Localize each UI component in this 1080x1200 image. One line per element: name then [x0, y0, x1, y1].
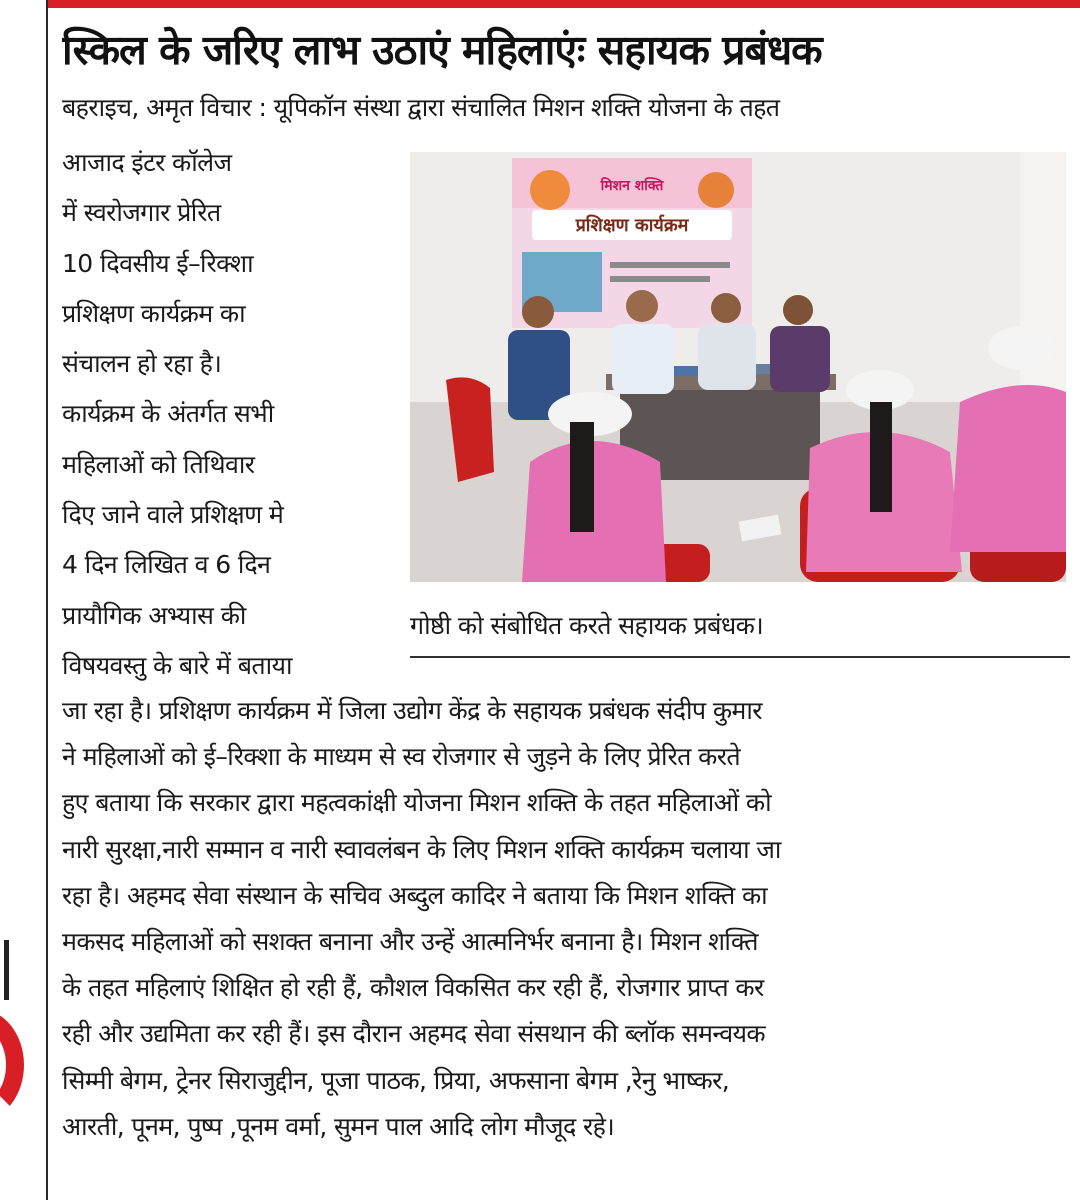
body-line: मकसद महिलाओं को सशक्त बनाना और उन्हें आत्मनिर्भर बनाना है। मिशन शक्ति — [62, 926, 758, 956]
left-column-line: महिलाओं को तिथिवार — [62, 449, 255, 479]
left-column-line: प्रशिक्षण कार्यक्रम का — [62, 298, 245, 328]
adjacent-fragment-mark — [4, 940, 9, 1000]
left-column-line: कार्यक्रम के अंतर्गत सभी — [62, 399, 274, 429]
body-line: सिम्मी बेगम, ट्रेनर सिराजुद्दीन, पूजा पाठक, प्रिया, अफसाना बेगम ,रेनु भाष्कर, — [62, 1065, 730, 1095]
left-text-column — [62, 138, 402, 691]
body-line: रही और उद्यमिता कर रही हैं। इस दौरान अहमद सेवा संसथान की ब्लॉक समन्वयक — [62, 1019, 766, 1049]
left-column-line: दिए जाने वाले प्रशिक्षण मे — [62, 500, 284, 530]
banner-logo-text: मिशन शक्ति — [600, 178, 664, 194]
left-column-line: में स्वरोजगार प्रेरित — [62, 198, 221, 228]
top-red-rule — [48, 0, 1080, 8]
left-column-line: विषयवस्तु के बारे में बताया — [62, 650, 292, 680]
left-column-line: प्रायौगिक अभ्यास की — [62, 600, 246, 630]
banner-title: प्रशिक्षण कार्यक्रम — [575, 215, 689, 236]
body-line: जा रहा है। प्रशिक्षण कार्यक्रम में जिला उद्योग केंद्र के सहायक प्रबंधक संदीप कुमार — [62, 696, 762, 725]
body-line: रहा है। अहमद सेवा संस्थान के सचिव अब्दुल कादिर ने बताया कि मिशन शक्ति का — [62, 880, 768, 910]
body-line: नारी सुरक्षा,नारी सम्मान व नारी स्वावलंबन के लिए मिशन शक्ति कार्यक्रम चलाया जा — [62, 834, 781, 864]
photo-caption: गोष्ठी को संबोधित करते सहायक प्रबंधक। — [410, 611, 764, 640]
adjacent-article-fragment — [0, 0, 40, 1200]
left-column-line: संचालन हो रहा है। — [62, 349, 222, 379]
banner-portrait-right — [698, 172, 734, 208]
body-line: के तहत महिलाएं शिक्षित हो रही हैं, कौशल विकसित कर रही हैं, रोजगार प्राप्त कर — [62, 973, 764, 1003]
article-lead-line: बहराइच, अमृत विचार : यूपिकॉन संस्था द्वारा संचालित मिशन शक्ति योजना के तहत — [62, 93, 780, 122]
banner-portrait-left — [530, 170, 570, 210]
left-column-line: आजाद इंटर कॉलेज — [62, 148, 232, 177]
left-column-line: 10 दिवसीय ई–रिक्शा — [62, 248, 253, 278]
article-headline: स्किल के जरिए लाभ उठाएं महिलाएंः सहायक प्रबंधक — [62, 26, 822, 74]
body-line: आरती, पूनम, पुष्प ,पूनम वर्मा, सुमन पाल आदि लोग मौजूद रहे। — [62, 1111, 615, 1141]
body-line: हुए बताया कि सरकार द्वारा महत्वकांक्षी योजना मिशन शक्ति के तहत महिलाओं को — [62, 788, 771, 818]
left-column-line: 4 दिन लिखित व 6 दिन — [62, 550, 271, 580]
caption-underline — [410, 656, 1070, 658]
adjacent-fragment-red-glyph — [0, 1010, 24, 1120]
article-photo — [410, 152, 1066, 582]
training-session-photo — [410, 152, 1066, 582]
body-line: ने महिलाओं को ई–रिक्शा के माध्यम से स्व रोजगार से जुड़ने के लिए प्रेरित करते — [62, 742, 741, 772]
column-divider — [46, 0, 48, 1200]
article-body — [62, 688, 1072, 1150]
